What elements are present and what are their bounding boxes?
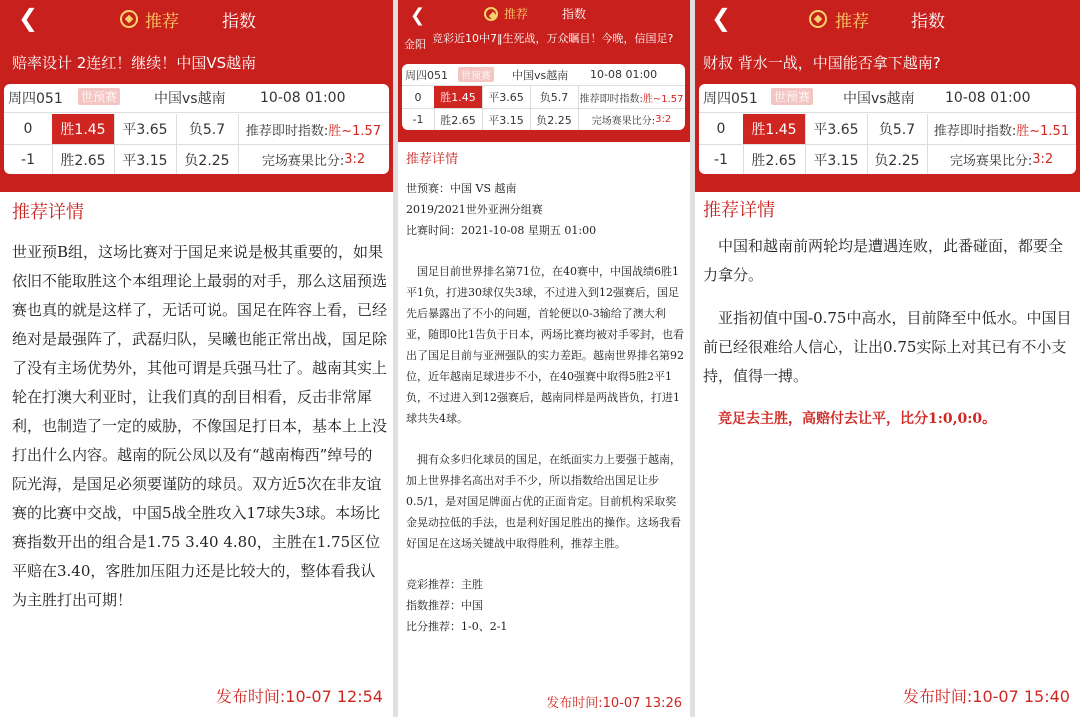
league-badge: 世预赛 bbox=[771, 88, 813, 105]
match-time: 10-08 01:00 bbox=[260, 90, 346, 106]
odds-draw[interactable]: 平3.65 bbox=[805, 114, 868, 144]
odds-note bbox=[578, 109, 685, 130]
odds-lose[interactable]: 负5.7 bbox=[867, 114, 928, 144]
odds-win[interactable]: 胜1.45 bbox=[52, 114, 115, 144]
football-icon bbox=[120, 10, 138, 28]
note-label: 推荐即时指数: bbox=[579, 93, 643, 105]
odds-win[interactable]: 胜2.65 bbox=[52, 145, 115, 174]
league-badge: 世预赛 bbox=[458, 67, 494, 82]
odds-draw[interactable]: 平3.65 bbox=[482, 86, 531, 108]
paragraph: 国足目前世界排名第71位，在40赛中，中国战绩6胜1平1负，打进30球仅失3球，不过进入到12强赛后，国足先后暴露出了不小的问题，首轮便以0-3输给了澳大利亚，随即0比1告负于日本，两场比赛均被对手零封，也看出了国足目前与亚洲强队的实力差距。越南世界排名第92位，近年越南足球进步不小，在40强赛中取得5胜2平1负，不过进入到12强赛后，越南同样是两战皆负，打进1球共失4球。 bbox=[406, 265, 684, 425]
chevron-left-icon[interactable]: ❮ bbox=[18, 4, 39, 32]
detail-title: 推荐详情 bbox=[703, 200, 775, 221]
odds-note bbox=[927, 114, 1076, 144]
handicap-value: -1 bbox=[4, 145, 53, 174]
handicap-value: 0 bbox=[402, 86, 435, 108]
publish-time: 发布时间:10-07 12:54 bbox=[215, 687, 383, 706]
odds-win[interactable]: 胜2.65 bbox=[743, 145, 806, 174]
match-header-row bbox=[402, 64, 685, 86]
tab-recommend[interactable]: 推荐 bbox=[835, 12, 869, 32]
nav-bar bbox=[0, 0, 393, 38]
odds-win[interactable]: 胜1.45 bbox=[743, 114, 806, 144]
match-time: 10-08 01:00 bbox=[945, 90, 1031, 106]
conclusion: 竞足去主胜，高赔付去让平，比分1:0,0:0。 bbox=[718, 411, 997, 427]
recommendation-panel-2 bbox=[398, 0, 690, 717]
note-label: 推荐即时指数: bbox=[933, 123, 1017, 139]
match-teams: 中国vs越南 bbox=[512, 68, 569, 82]
match-id: 周四051 bbox=[703, 91, 758, 107]
odds-lose[interactable]: 负5.7 bbox=[530, 86, 579, 108]
odds-row bbox=[699, 145, 1076, 174]
odds-lose[interactable]: 负2.25 bbox=[867, 145, 928, 174]
odds-note bbox=[238, 114, 389, 144]
note-label: 完场赛果比分: bbox=[261, 154, 345, 169]
odds-draw[interactable]: 平3.15 bbox=[114, 145, 177, 174]
article-headline: 竞彩近10中7‖生死战，万众瞩目！今晚，信国足? bbox=[432, 32, 674, 45]
league-badge: 世预赛 bbox=[78, 88, 120, 105]
note-label: 完场赛果比分: bbox=[949, 154, 1033, 169]
odds-row bbox=[402, 109, 685, 130]
pick-line: 指数推荐：中国 bbox=[406, 599, 483, 612]
odds-note bbox=[927, 145, 1076, 174]
tab-index[interactable]: 指数 bbox=[562, 7, 587, 21]
football-icon bbox=[484, 7, 498, 21]
handicap-value: -1 bbox=[402, 109, 435, 130]
tab-recommend[interactable]: 推荐 bbox=[504, 7, 529, 21]
odds-win[interactable]: 胜1.45 bbox=[434, 86, 483, 108]
publish-time: 发布时间:10-07 15:40 bbox=[902, 687, 1070, 706]
note-value: 胜~1.57 bbox=[642, 93, 684, 105]
football-icon bbox=[809, 10, 827, 28]
article-body bbox=[703, 232, 1073, 434]
note-label: 完场赛果比分: bbox=[591, 116, 656, 127]
match-card[interactable] bbox=[402, 64, 685, 130]
article-body bbox=[406, 178, 686, 637]
note-value: 胜~1.51 bbox=[1016, 123, 1070, 139]
article-headline: 赔率设计 2连红！继续！中国VS越南 bbox=[12, 54, 257, 72]
odds-row bbox=[699, 114, 1076, 145]
info-line: 世预赛：中国 VS 越南 bbox=[406, 182, 517, 195]
tab-index[interactable]: 指数 bbox=[222, 12, 256, 32]
odds-draw[interactable]: 平3.15 bbox=[482, 109, 531, 130]
odds-draw[interactable]: 平3.65 bbox=[114, 114, 177, 144]
odds-lose[interactable]: 负5.7 bbox=[176, 114, 239, 144]
match-card[interactable] bbox=[699, 84, 1076, 174]
note-value: 胜~1.57 bbox=[328, 123, 382, 139]
nav-bar bbox=[695, 0, 1080, 38]
note-value: 3:2 bbox=[344, 152, 366, 167]
info-line: 比赛时间：2021-10-08 星期五 01:00 bbox=[406, 224, 597, 237]
odds-lose[interactable]: 负2.25 bbox=[176, 145, 239, 174]
recommendation-panel-1 bbox=[0, 0, 393, 717]
odds-draw[interactable]: 平3.15 bbox=[805, 145, 868, 174]
article-body bbox=[12, 238, 387, 615]
match-teams: 中国vs越南 bbox=[843, 91, 915, 107]
odds-row bbox=[4, 114, 389, 145]
tab-index[interactable]: 指数 bbox=[911, 12, 945, 32]
nav-bar bbox=[398, 0, 690, 28]
publish-time: 发布时间:10-07 13:26 bbox=[546, 696, 682, 711]
note-label: 推荐即时指数: bbox=[245, 123, 329, 139]
pick-line: 比分推荐：1-0、2-1 bbox=[406, 620, 508, 633]
info-line: 2019/2021世外亚洲分组赛 bbox=[406, 203, 543, 216]
odds-win[interactable]: 胜2.65 bbox=[434, 109, 483, 130]
odds-note bbox=[238, 145, 389, 174]
detail-title: 推荐详情 bbox=[406, 152, 459, 167]
chevron-left-icon[interactable]: ❮ bbox=[711, 4, 732, 32]
odds-lose[interactable]: 负2.25 bbox=[530, 109, 579, 130]
odds-note bbox=[578, 86, 685, 108]
handicap-value: -1 bbox=[699, 145, 744, 174]
match-header-row bbox=[4, 84, 389, 113]
note-value: 3:2 bbox=[655, 114, 672, 125]
match-header-row bbox=[699, 84, 1076, 113]
detail-title: 推荐详情 bbox=[12, 202, 84, 223]
author-name: 金阳 bbox=[404, 38, 426, 51]
recommendation-panel-3 bbox=[695, 0, 1080, 717]
handicap-value: 0 bbox=[4, 114, 53, 144]
handicap-value: 0 bbox=[699, 114, 744, 144]
odds-row bbox=[4, 145, 389, 174]
pick-line: 竞彩推荐：主胜 bbox=[406, 578, 483, 591]
note-value: 3:2 bbox=[1032, 152, 1054, 167]
paragraph: 世亚预B组，这场比赛对于国足来说是极其重要的，如果依旧不能取胜这个本组理论上最弱的对手，那么这届预选赛也真的就是这样了，无话可说。国足在阵容上看，已经绝对是最强阵了，武磊归队，吴曦也能正常出战，国足除了没有主场优势外，其他可谓是兵强马壮了。越南其实上轮在打澳大利亚时，让我们真的刮目相看，反击非常犀利，也制造了一定的威胁，不像国足打日本，基本上上没打出什么内容。越南的阮公凤以及有“越南梅西”绰号的阮光海，是国足必须要谨防的球员。双方近5次在非友谊赛的比赛中交战，中国5战全胜攻入17球失3球。本场比赛指数开出的组合是1.75 3.40 4.80，主胜在1.75区位平赔在3.40，客胜加压阻力还是比较大的，整体看我认为主胜打出可期！ bbox=[12, 243, 388, 609]
article-headline: 财叔 背水一战，中国能否拿下越南? bbox=[703, 54, 941, 72]
match-time: 10-08 01:00 bbox=[590, 68, 658, 81]
paragraph: 中国和越南前两轮均是遭遇连败，此番碰面，都要全力拿分。 bbox=[703, 237, 1064, 284]
paragraph: 亚指初值中国-0.75中高水，目前降至中低水。中国目前已经很难给人信心，让出0.75实际上对其已有不小支持，值得一搏。 bbox=[703, 309, 1072, 385]
match-id: 周四051 bbox=[8, 91, 63, 107]
tab-recommend[interactable]: 推荐 bbox=[145, 12, 179, 32]
chevron-left-icon[interactable]: ❮ bbox=[410, 5, 426, 26]
paragraph: 拥有众多归化球员的国足，在纸面实力上要强于越南，加上世界排名高出对手不少，所以指数给出国足让步0.5/1，是对国足牌面占优的正面肯定。目前机构采取奖金晃动拉低的手法，也是利好国足胜出的操作。这场我看好国足在这场关键战中取得胜利，推荐主胜。 bbox=[406, 453, 681, 550]
match-teams: 中国vs越南 bbox=[154, 91, 226, 107]
odds-row bbox=[402, 86, 685, 109]
match-card[interactable] bbox=[4, 84, 389, 174]
match-id: 周四051 bbox=[405, 68, 448, 82]
